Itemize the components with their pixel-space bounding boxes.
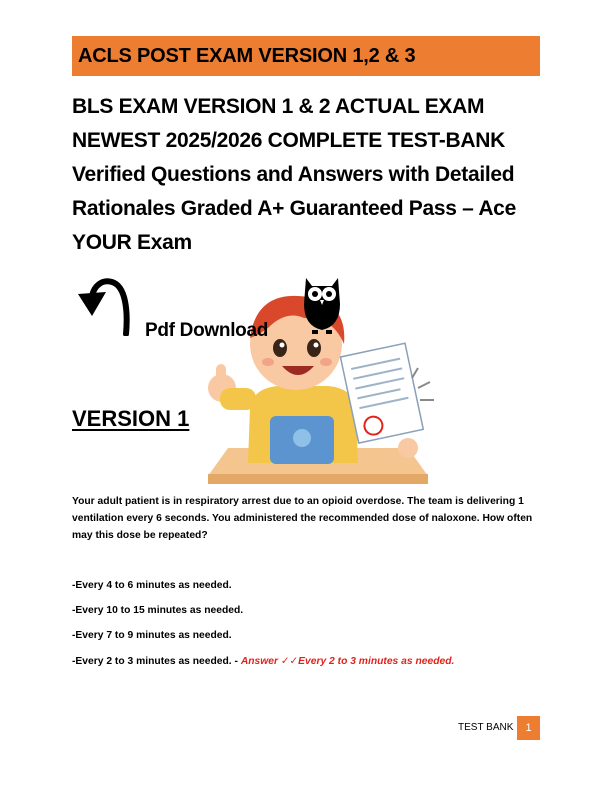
- curved-back-arrow-icon: [76, 272, 132, 336]
- banner-title: ACLS POST EXAM VERSION 1,2 & 3: [78, 44, 416, 67]
- question-text: Your adult patient is in respiratory arrest due to an opioid overdose. The team is delivering 1 ventilation every 6 seconds. You administered the recommended dose of naloxone. How often may this dose be repeated?: [72, 496, 533, 541]
- answer-option: -Every 7 to 9 minutes as needed.: [72, 630, 232, 641]
- section-title: VERSION 1: [72, 406, 190, 431]
- option-text: -Every 2 to 3 minutes as needed. -: [72, 656, 241, 667]
- footer-label: TEST BANK: [458, 722, 514, 733]
- owl-icon: [300, 274, 344, 336]
- answer-option-correct: [72, 655, 454, 667]
- answer-option: -Every 4 to 6 minutes as needed.: [72, 580, 232, 591]
- title-banner: [72, 36, 540, 76]
- pdf-download-label: Pdf Download: [145, 320, 269, 341]
- document-headline: BLS EXAM VERSION 1 & 2 ACTUAL EXAM NEWEST 2025/2026 COMPLETE TEST-BANK Verified Questions and Answers with Detailed Rationales Graded A+ Guaranteed Pass – Ace YOUR Exam: [72, 95, 516, 254]
- answer-option: -Every 10 to 15 minutes as needed.: [72, 605, 244, 616]
- page-number: 1: [517, 716, 540, 740]
- correct-answer: Answer ✓✓Every 2 to 3 minutes as needed.: [240, 656, 455, 667]
